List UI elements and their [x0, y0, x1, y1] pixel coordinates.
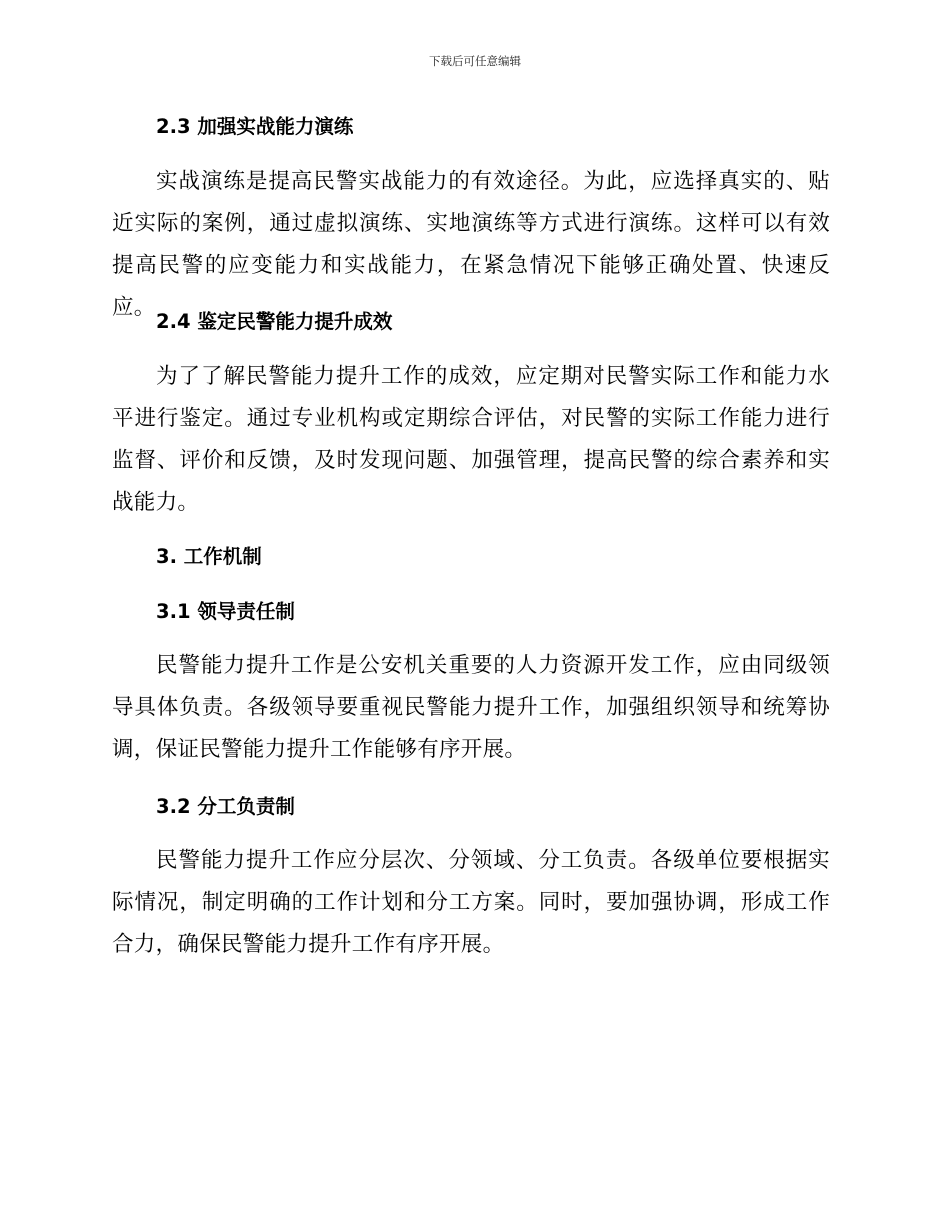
section-paragraph-2-3: 实战演练是提高民警实战能力的有效途径。为此，应选择真实的、贴近实际的案例，通过虚拟演练、实地演练等方式进行演练。这样可以有效提高民警的应变能力和实战能力，在紧急情况下能够正确处置、快速反应。	[112, 169, 830, 320]
section-heading-3-2: 3.2 分工负责制	[156, 795, 295, 818]
page-header: 下载后可任意编辑	[429, 54, 521, 68]
section-paragraph-3-1: 民警能力提升工作是公安机关重要的人力资源开发工作，应由同级领导具体负责。各级领导要重视民警能力提升工作，加强组织领导和统筹协调，保证民警能力提升工作能够有序开展。	[112, 653, 830, 762]
section-heading-2-4: 2.4 鉴定民警能力提升成效	[156, 310, 393, 333]
section-heading-3-1: 3.1 领导责任制	[156, 600, 295, 623]
section-heading-2-3: 2.3 加强实战能力演练	[156, 115, 354, 138]
section-heading-3: 3. 工作机制	[156, 545, 262, 568]
section-paragraph-2-4: 为了了解民警能力提升工作的成效，应定期对民警实际工作和能力水平进行鉴定。通过专业机构或定期综合评估，对民警的实际工作能力进行监督、评价和反馈，及时发现问题、加强管理，提高民警的综合素养和实战能力。	[112, 364, 830, 515]
section-paragraph-3-2: 民警能力提升工作应分层次、分领域、分工负责。各级单位要根据实际情况，制定明确的工作计划和分工方案。同时，要加强协调，形成工作合力，确保民警能力提升工作有序开展。	[112, 848, 830, 957]
